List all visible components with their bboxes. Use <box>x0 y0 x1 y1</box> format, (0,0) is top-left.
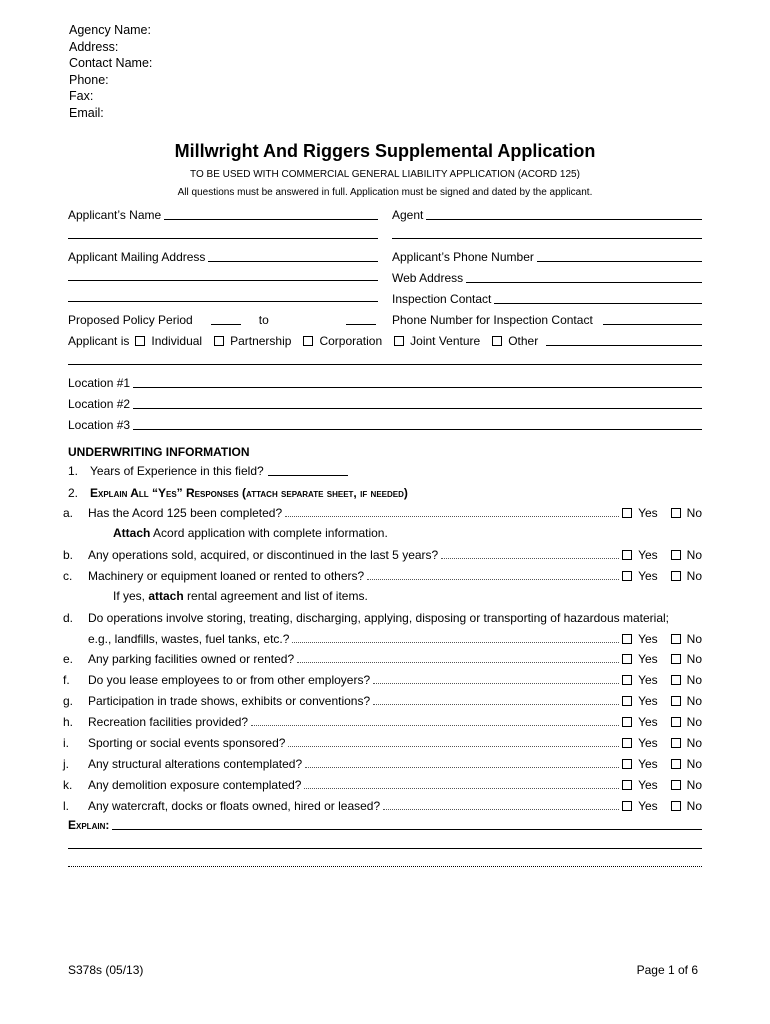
mailing-address-field[interactable] <box>68 248 378 264</box>
form-code: S378s (05/13) <box>68 963 144 977</box>
yes-no-options <box>622 548 702 562</box>
dot-leader <box>373 683 619 684</box>
checkbox-icon[interactable] <box>622 738 632 748</box>
checkbox-icon[interactable] <box>135 336 145 346</box>
question-letter: b. <box>63 548 74 562</box>
dot-leader <box>441 558 619 559</box>
no-option[interactable]: No <box>671 694 702 708</box>
question-letter: i. <box>63 736 69 750</box>
phone-number-field[interactable] <box>392 248 702 264</box>
question-text: Do you lease employees to or from other employers? <box>88 673 371 687</box>
type-other-option[interactable]: Other <box>492 334 538 348</box>
yes-option[interactable]: Yes <box>622 548 658 562</box>
web-address-label: Web Address <box>392 271 464 285</box>
applicant-type-row <box>68 332 702 348</box>
location-1-field[interactable] <box>68 374 702 390</box>
note-attach-rental: If yes, attach rental agreement and list of items. <box>113 589 368 603</box>
page-number: Page 1 of 6 <box>636 963 698 977</box>
no-option[interactable]: No <box>671 799 702 813</box>
question-letter: a. <box>63 506 74 520</box>
question-row <box>63 651 702 666</box>
question-text: Has the Acord 125 been completed? <box>88 506 283 520</box>
no-option[interactable]: No <box>671 736 702 750</box>
question-row <box>63 610 702 625</box>
question-letter: j. <box>63 757 69 771</box>
yes-no-options <box>622 799 702 813</box>
question-row <box>63 672 702 687</box>
subtitle-instructions: All questions must be answered in full. Application must be signed and dated by the applicant. <box>177 187 593 198</box>
checkbox-icon[interactable] <box>622 550 632 560</box>
underwriting-heading: UNDERWRITING INFORMATION <box>68 445 250 459</box>
dot-leader <box>383 809 619 810</box>
agent-label: Agent <box>392 208 424 222</box>
checkbox-icon[interactable] <box>671 634 681 644</box>
question-row <box>63 693 702 708</box>
location-2-label: Location #2 <box>68 397 131 411</box>
dot-leader <box>251 725 619 726</box>
inspection-phone-label: Phone Number for Inspection Contact <box>392 313 593 327</box>
question-letter: h. <box>63 715 74 729</box>
question-row <box>63 777 702 792</box>
checkbox-icon[interactable] <box>671 696 681 706</box>
dot-leader <box>367 579 619 580</box>
checkbox-icon[interactable] <box>671 801 681 811</box>
checkbox-icon[interactable] <box>671 508 681 518</box>
inspection-contact-label: Inspection Contact <box>392 292 492 306</box>
no-option[interactable]: No <box>671 569 702 583</box>
agency-email-label: Email: <box>69 105 104 120</box>
phone-number-label: Applicant’s Phone Number <box>392 250 534 264</box>
years-experience-input[interactable] <box>268 475 348 476</box>
no-option[interactable]: No <box>671 757 702 771</box>
checkbox-icon[interactable] <box>622 780 632 790</box>
yes-no-options <box>622 694 702 708</box>
yes-option[interactable]: Yes <box>622 694 658 708</box>
yes-option[interactable]: Yes <box>622 652 658 666</box>
yes-no-options <box>622 652 702 666</box>
no-option[interactable]: No <box>671 652 702 666</box>
checkbox-icon[interactable] <box>671 571 681 581</box>
dot-leader <box>292 642 619 643</box>
dot-leader <box>304 788 619 789</box>
location-1-label: Location #1 <box>68 376 131 390</box>
checkbox-icon[interactable] <box>622 717 632 727</box>
dot-leader <box>297 662 619 663</box>
yes-option[interactable]: Yes <box>622 736 658 750</box>
yes-option[interactable]: Yes <box>622 569 658 583</box>
checkbox-icon[interactable] <box>671 717 681 727</box>
dot-leader <box>373 704 619 705</box>
question-letter: f. <box>63 673 70 687</box>
q2-row <box>68 484 468 500</box>
question-text: Participation in trade shows, exhibits or conventions? <box>88 694 371 708</box>
page-title: Millwright And Riggers Supplemental Application <box>174 141 596 161</box>
question-letter: e. <box>63 652 74 666</box>
yes-option[interactable]: Yes <box>622 632 658 646</box>
mailing-address-label: Applicant Mailing Address <box>68 250 206 264</box>
checkbox-icon[interactable] <box>622 654 632 664</box>
question-row <box>63 714 702 729</box>
agent-field[interactable] <box>392 206 702 222</box>
checkbox-icon[interactable] <box>671 780 681 790</box>
question-text: Any watercraft, docks or floats owned, hired or leased? <box>88 799 381 813</box>
location-3-field[interactable] <box>68 416 702 432</box>
yes-no-options <box>622 757 702 771</box>
question-text: Sporting or social events sponsored? <box>88 736 286 750</box>
type-joint-venture-option[interactable]: Joint Venture <box>394 334 480 348</box>
agency-phone-label: Phone: <box>69 72 109 87</box>
yes-no-options <box>622 632 702 646</box>
note-attach-acord: Attach Acord application with complete information. <box>113 526 388 540</box>
mailing-address-line-2[interactable] <box>68 280 378 281</box>
applicant-name-line-2[interactable] <box>68 238 378 239</box>
yes-no-options <box>622 778 702 792</box>
yes-option[interactable]: Yes <box>622 778 658 792</box>
agent-line-2[interactable] <box>392 238 702 239</box>
policy-period-field <box>68 311 378 327</box>
yes-option[interactable]: Yes <box>622 799 658 813</box>
question-text: Do operations involve storing, treating, discharging, applying, disposing or transporting of hazardous material; <box>88 611 669 625</box>
yes-option[interactable]: Yes <box>622 715 658 729</box>
question-text-continued: e.g., landfills, wastes, fuel tanks, etc.? <box>88 632 290 646</box>
applicant-name-label: Applicant’s Name <box>68 208 162 222</box>
question-letter: l. <box>63 799 69 813</box>
question-text: Machinery or equipment loaned or rented to others? <box>88 569 365 583</box>
policy-period-from-input[interactable] <box>211 324 241 325</box>
checkbox-icon[interactable] <box>622 759 632 769</box>
checkbox-icon[interactable] <box>671 654 681 664</box>
question-letter: g. <box>63 694 74 708</box>
agency-name-label: Agency Name: <box>69 23 151 37</box>
no-option[interactable]: No <box>671 715 702 729</box>
type-partnership-option[interactable]: Partnership <box>214 334 291 348</box>
yes-no-options <box>622 673 702 687</box>
question-row <box>63 756 702 771</box>
no-option[interactable]: No <box>671 548 702 562</box>
subtitle-acord: TO BE USED WITH COMMERCIAL GENERAL LIABILITY APPLICATION (ACORD 125) <box>190 169 580 180</box>
no-option[interactable]: No <box>671 778 702 792</box>
checkbox-icon[interactable] <box>671 738 681 748</box>
question-row-continued <box>88 631 702 646</box>
question-row <box>63 798 702 813</box>
policy-period-to-label: to <box>258 313 269 327</box>
yes-no-options <box>622 506 702 520</box>
no-option[interactable]: No <box>671 673 702 687</box>
agency-header <box>69 22 152 122</box>
checkbox-icon[interactable] <box>671 675 681 685</box>
question-text: Any structural alterations contemplated? <box>88 757 303 771</box>
policy-period-to-input[interactable] <box>346 324 376 325</box>
explain-field[interactable] <box>68 816 702 832</box>
applicant-name-field[interactable] <box>68 206 378 222</box>
agency-fax-label: Fax: <box>69 89 94 104</box>
question-text: Any operations sold, acquired, or discontinued in the last 5 years? <box>88 548 439 562</box>
location-2-field[interactable] <box>68 395 702 411</box>
checkbox-icon[interactable] <box>303 336 313 346</box>
checkbox-icon[interactable] <box>492 336 502 346</box>
checkbox-icon[interactable] <box>622 508 632 518</box>
yes-option[interactable]: Yes <box>622 506 658 520</box>
explain-label: Explain: <box>68 818 110 832</box>
checkbox-icon[interactable] <box>622 571 632 581</box>
question-text: Recreation facilities provided? <box>88 715 249 729</box>
checkbox-icon[interactable] <box>622 634 632 644</box>
question-row <box>63 547 702 562</box>
mailing-address-line-3[interactable] <box>68 301 378 302</box>
q2-number: 2. <box>68 486 79 500</box>
yes-no-options <box>622 736 702 750</box>
no-option[interactable]: No <box>671 632 702 646</box>
q2-label: Explain All “Yes” Responses (attach separate sheet, if needed) <box>90 486 408 500</box>
question-letter: c. <box>63 569 73 583</box>
checkbox-icon[interactable] <box>671 550 681 560</box>
yes-option[interactable]: Yes <box>622 673 658 687</box>
question-row <box>63 505 702 520</box>
checkbox-icon[interactable] <box>622 696 632 706</box>
checkbox-icon[interactable] <box>394 336 404 346</box>
other-type-input[interactable] <box>546 345 702 346</box>
dot-leader <box>288 746 619 747</box>
checkbox-icon[interactable] <box>622 675 632 685</box>
question-row <box>63 568 702 583</box>
dot-leader <box>285 516 619 517</box>
policy-period-label: Proposed Policy Period <box>68 313 193 327</box>
inspection-contact-field[interactable] <box>392 290 702 306</box>
web-address-field[interactable] <box>392 269 702 285</box>
dot-leader <box>305 767 619 768</box>
yes-no-options <box>622 715 702 729</box>
agency-address-label: Address: <box>69 39 119 54</box>
type-individual-option[interactable]: Individual <box>135 334 202 348</box>
explain-line-2[interactable] <box>68 848 702 849</box>
checkbox-icon[interactable] <box>671 759 681 769</box>
question-text: Any demolition exposure contemplated? <box>88 778 302 792</box>
question-row <box>63 735 702 750</box>
question-letter: d. <box>63 611 74 625</box>
applicant-type-line-2[interactable] <box>68 364 702 365</box>
inspection-phone-field[interactable] <box>392 311 702 327</box>
location-3-label: Location #3 <box>68 418 131 432</box>
years-experience-field <box>68 462 368 478</box>
applicant-is-label: Applicant is <box>68 334 130 348</box>
yes-option[interactable]: Yes <box>622 757 658 771</box>
q1-number: 1. <box>68 464 79 478</box>
question-letter: k. <box>63 778 73 792</box>
type-corporation-option[interactable]: Corporation <box>303 334 382 348</box>
agency-contact-label: Contact Name: <box>69 56 153 71</box>
question-text: Any parking facilities owned or rented? <box>88 652 295 666</box>
explain-line-3[interactable] <box>68 866 702 867</box>
q1-label: Years of Experience in this field? <box>90 464 264 478</box>
yes-no-options <box>622 569 702 583</box>
no-option[interactable]: No <box>671 506 702 520</box>
checkbox-icon[interactable] <box>622 801 632 811</box>
checkbox-icon[interactable] <box>214 336 224 346</box>
